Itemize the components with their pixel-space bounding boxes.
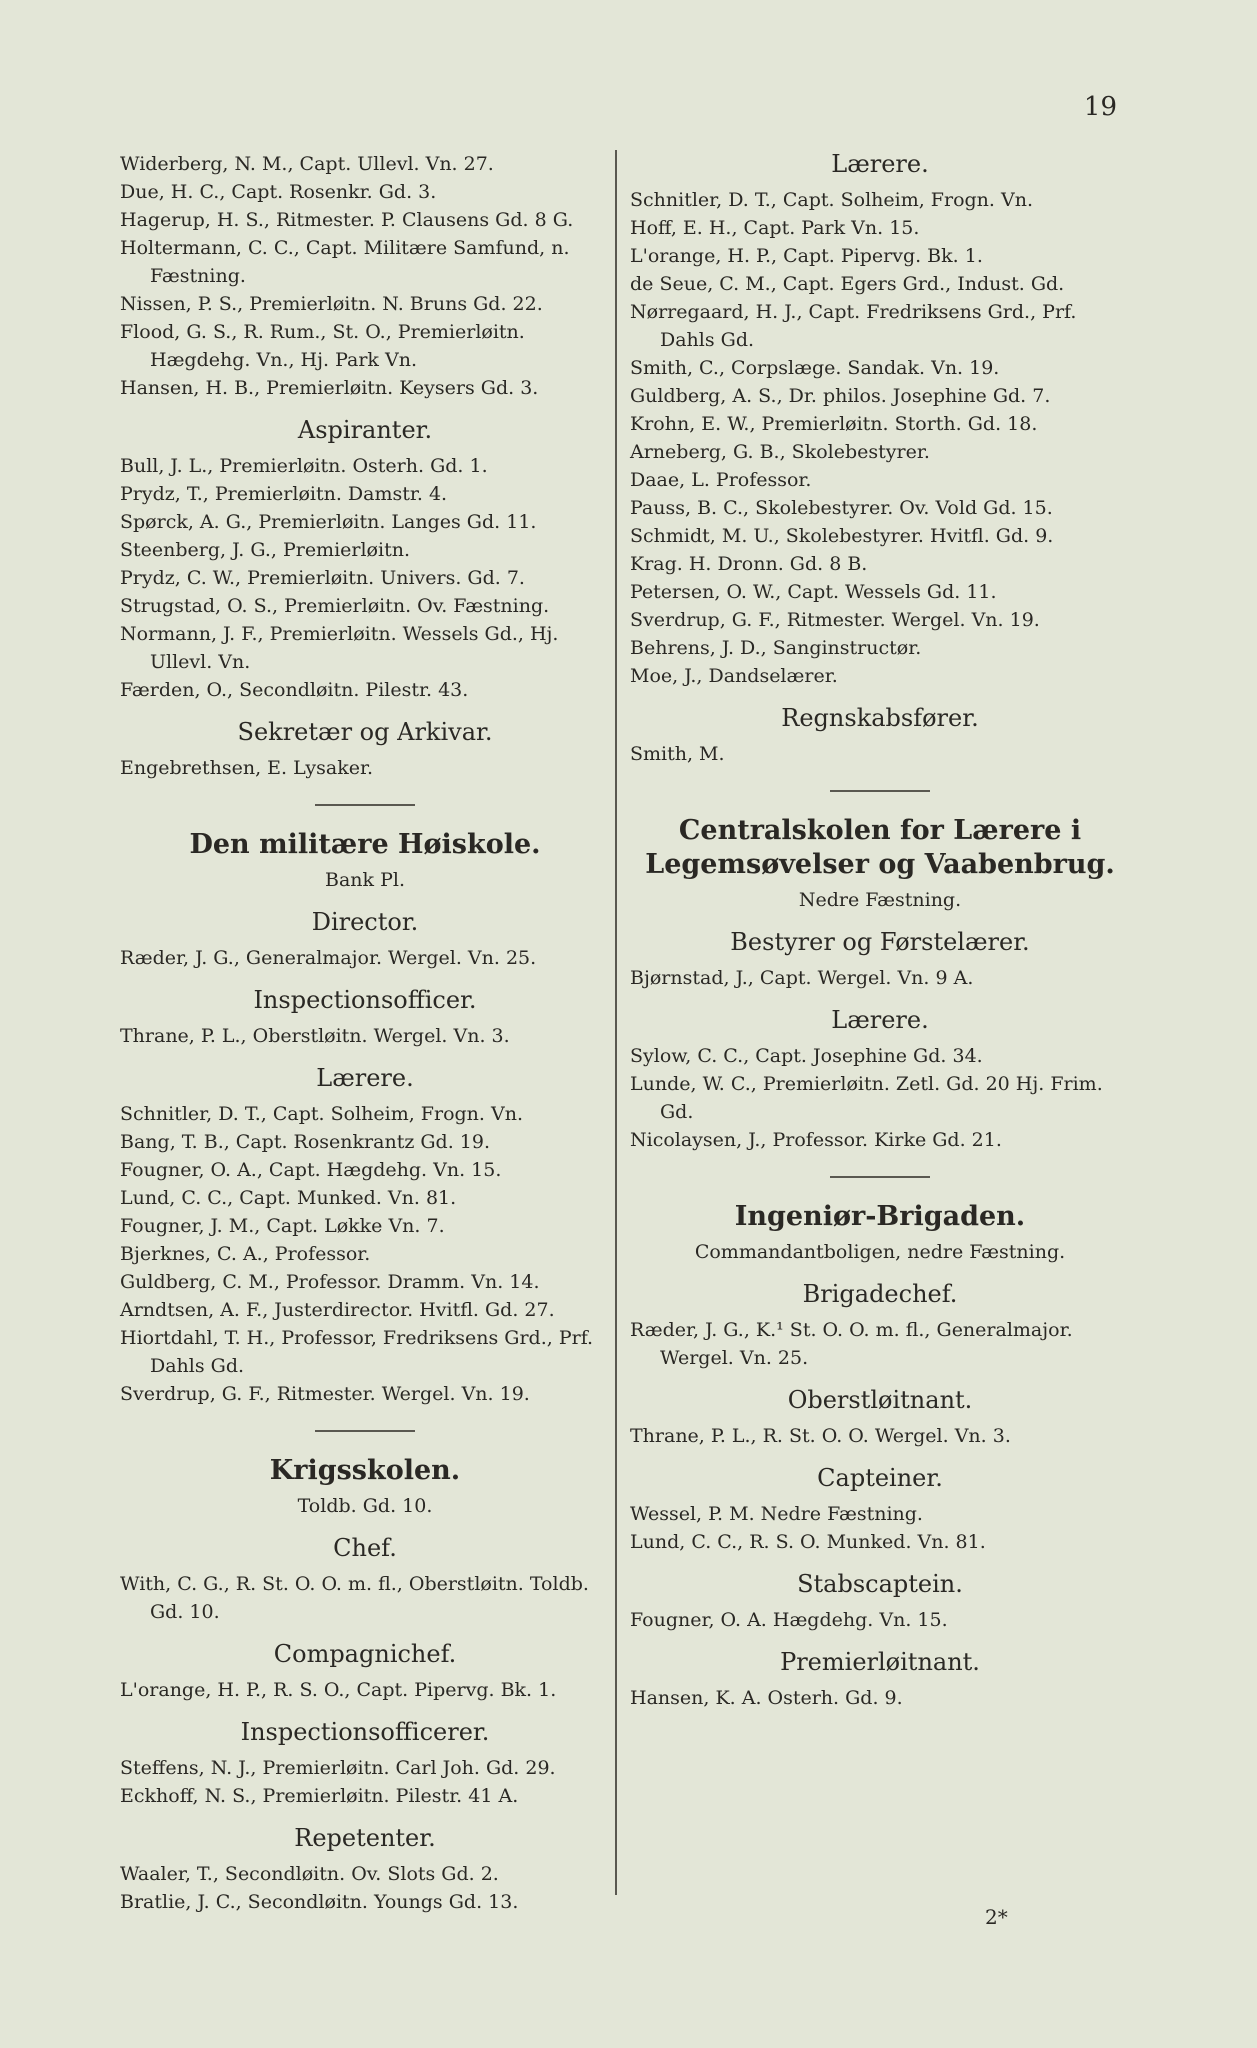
directory-entry: Arneberg, G. B., Skolebestyrer.: [630, 441, 930, 463]
heading-laerere: Lærere.: [316, 1064, 414, 1092]
directory-entry: Sverdrup, G. F., Ritmester. Wergel. Vn. 19.: [630, 609, 1040, 631]
entry-list: [120, 944, 610, 972]
entry-list: [120, 754, 610, 782]
directory-entry: Waaler, T., Secondløitn. Ov. Slots Gd. 2.: [120, 1863, 499, 1885]
entry-list: [120, 1022, 610, 1050]
entry-list: [120, 1860, 610, 1916]
directory-entry: Holtermann, C. C., Capt. Militære Samfund, n. Fæstning.: [120, 237, 570, 287]
directory-entry: Bjerknes, C. A., Professor.: [120, 1243, 371, 1265]
directory-entry: Guldberg, A. S., Dr. philos. Josephine Gd. 7.: [630, 385, 1051, 407]
directory-entry: Engebrethsen, E. Lysaker.: [120, 757, 374, 779]
directory-entry: Ræder, J. G., K.¹ St. O. O. m. fl., Generalmajor. Wergel. Vn. 25.: [630, 1319, 1073, 1369]
heading-inspectionsofficer: Inspectionsofficer.: [253, 986, 477, 1014]
location-krigsskolen: Toldb. Gd. 10.: [297, 1495, 433, 1517]
heading-laerere: Lærere.: [831, 150, 929, 178]
section-rule: [830, 790, 930, 792]
directory-entry: Behrens, J. D., Sanginstructør.: [630, 637, 922, 659]
directory-entry: Flood, G. S., R. Rum., St. O., Premierløitn. Hægdehg. Vn., Hj. Park Vn.: [120, 321, 525, 371]
entry-list: [630, 186, 1130, 690]
entry-list: [630, 1422, 1130, 1450]
directory-entry: Nørregaard, H. J., Capt. Fredriksens Grd., Prf. Dahls Gd.: [630, 301, 1077, 351]
directory-entry: Krohn, E. W., Premierløitn. Storth. Gd. 18.: [630, 413, 1038, 435]
directory-entry: Arndtsen, A. F., Justerdirector. Hvitfl. Gd. 27.: [120, 1299, 555, 1321]
directory-entry: Steenberg, J. G., Premierløitn.: [120, 539, 410, 561]
directory-entry: Eckhoff, N. S., Premierløitn. Pilestr. 41 A.: [120, 1785, 519, 1807]
heading-stabscaptein: Stabscaptein.: [797, 1570, 963, 1598]
entry-list: [630, 1606, 1130, 1634]
heading-capteiner: Capteiner.: [817, 1464, 943, 1492]
directory-entry: Lunde, W. C., Premierløitn. Zetl. Gd. 20 Hj. Frim. Gd.: [630, 1073, 1103, 1123]
directory-entry: Fougner, O. A. Hægdehg. Vn. 15.: [630, 1609, 948, 1631]
directory-entry: Hoff, E. H., Capt. Park Vn. 15.: [630, 217, 920, 239]
directory-entry: Strugstad, O. S., Premierløitn. Ov. Fæstning.: [120, 595, 550, 617]
directory-entry: Færden, O., Secondløitn. Pilestr. 43.: [120, 679, 469, 701]
entry-list: [120, 1100, 610, 1408]
entry-list: [120, 1570, 610, 1626]
location-centralskolen: Nedre Fæstning.: [798, 889, 962, 911]
directory-entry: Hagerup, H. S., Ritmester. P. Clausens Gd. 8 G.: [120, 209, 574, 231]
directory-entry: Normann, J. F., Premierløitn. Wessels Gd., Hj. Ullevl. Vn.: [120, 623, 559, 673]
directory-entry: Fougner, O. A., Capt. Hægdehg. Vn. 15.: [120, 1159, 502, 1181]
directory-entry: Bang, T. B., Capt. Rosenkrantz Gd. 19.: [120, 1131, 491, 1153]
directory-entry: Sverdrup, G. F., Ritmester. Wergel. Vn. 19.: [120, 1383, 530, 1405]
directory-entry: Smith, M.: [630, 743, 725, 765]
location-ingenior-brigaden: Commandantboligen, nedre Fæstning.: [694, 1241, 1066, 1263]
directory-entry: Widerberg, N. M., Capt. Ullevl. Vn. 27.: [120, 153, 494, 175]
directory-entry: Hansen, H. B., Premierløitn. Keysers Gd. 3.: [120, 377, 539, 399]
directory-entry: Thrane, P. L., R. St. O. O. Wergel. Vn. 3.: [630, 1425, 1011, 1447]
directory-entry: Prydz, T., Premierløitn. Damstr. 4.: [120, 483, 448, 505]
entry-list: [630, 964, 1130, 992]
directory-entry: With, C. G., R. St. O. O. m. fl., Oberstløitn. Toldb. Gd. 10.: [120, 1573, 589, 1623]
directory-entry: L'orange, H. P., Capt. Pipervg. Bk. 1.: [630, 245, 983, 267]
signature-mark: 2*: [985, 1905, 1008, 1929]
section-rule: [315, 804, 415, 806]
heading-sekretaer: Sekretær og Arkivar.: [237, 718, 493, 746]
directory-entry: Due, H. C., Capt. Rosenkr. Gd. 3.: [120, 181, 437, 203]
directory-entry: Schnitler, D. T., Capt. Solheim, Frogn. Vn.: [630, 189, 1033, 211]
location-hoiskole: Bank Pl.: [325, 869, 405, 891]
heading-director: Director.: [311, 908, 419, 936]
heading-bestyrer: Bestyrer og Førstelærer.: [730, 928, 1030, 956]
heading-inspectionsofficerer: Inspectionsofficerer.: [240, 1718, 490, 1746]
directory-entry: Bratlie, J. C., Secondløitn. Youngs Gd. 13.: [120, 1891, 519, 1913]
directory-entry: Bjørnstad, J., Capt. Wergel. Vn. 9 A.: [630, 967, 974, 989]
directory-entry: Lund, C. C., Capt. Munked. Vn. 81.: [120, 1187, 457, 1209]
directory-entry: Petersen, O. W., Capt. Wessels Gd. 11.: [630, 581, 997, 603]
heading-aspiranter: Aspiranter.: [297, 416, 433, 444]
directory-entry: Prydz, C. W., Premierløitn. Univers. Gd. 7.: [120, 567, 525, 589]
heading-laerere: Lærere.: [831, 1006, 929, 1034]
heading-regnskabsforer: Regnskabsfører.: [781, 704, 979, 732]
title-hoiskole: Den militære Høiskole.: [189, 829, 541, 860]
heading-chef: Chef.: [333, 1534, 397, 1562]
directory-entry: Hansen, K. A. Osterh. Gd. 9.: [630, 1687, 903, 1709]
directory-entry: Spørck, A. G., Premierløitn. Langes Gd. 11.: [120, 511, 537, 533]
section-rule: [830, 1176, 930, 1178]
section-rule: [315, 1430, 415, 1432]
directory-entry: Bull, J. L., Premierløitn. Osterh. Gd. 1.: [120, 455, 488, 477]
title-ingenior-brigaden: Ingeniør-Brigaden.: [734, 1201, 1026, 1232]
entry-list: [120, 1754, 610, 1810]
directory-entry: Schnitler, D. T., Capt. Solheim, Frogn. Vn.: [120, 1103, 523, 1125]
entry-list: [630, 1500, 1130, 1556]
heading-brigadechef: Brigadechef.: [802, 1280, 958, 1308]
directory-entry: Ræder, J. G., Generalmajor. Wergel. Vn. 25.: [120, 947, 537, 969]
page-number: 19: [1083, 92, 1117, 122]
directory-entry: Moe, J., Dandselærer.: [630, 665, 838, 687]
entry-list: [630, 1316, 1130, 1372]
entry-list: [120, 150, 610, 402]
entry-list: [120, 1676, 610, 1704]
directory-entry: Fougner, J. M., Capt. Løkke Vn. 7.: [120, 1215, 445, 1237]
title-krigsskolen: Krigsskolen.: [269, 1455, 461, 1486]
heading-oberstloitnant: Oberstløitnant.: [787, 1386, 973, 1414]
directory-entry: Wessel, P. M. Nedre Fæstning.: [630, 1503, 923, 1525]
directory-entry: L'orange, H. P., R. S. O., Capt. Pipervg. Bk. 1.: [120, 1679, 557, 1701]
directory-entry: Nissen, P. S., Premierløitn. N. Bruns Gd. 22.: [120, 293, 543, 315]
entry-list: [120, 452, 610, 704]
entry-list: [630, 1042, 1130, 1154]
directory-entry: Daae, L. Professor.: [630, 469, 812, 491]
entry-list: [630, 740, 1130, 768]
left-column: [120, 150, 610, 1916]
right-column: [630, 150, 1130, 1712]
heading-premierloitnant: Premierløitnant.: [780, 1648, 980, 1676]
directory-entry: Schmidt, M. U., Skolebestyrer. Hvitfl. Gd. 9.: [630, 525, 1054, 547]
directory-entry: Krag. H. Dronn. Gd. 8 B.: [630, 553, 868, 575]
title-centralskolen: Centralskolen for Lærere i Legemsøvelser og Vaabenbrug.: [645, 815, 1115, 880]
directory-entry: Guldberg, C. M., Professor. Dramm. Vn. 14.: [120, 1271, 540, 1293]
directory-entry: Hiortdahl, T. H., Professor, Fredriksens Grd., Prf. Dahls Gd.: [120, 1327, 594, 1377]
directory-entry: de Seue, C. M., Capt. Egers Grd., Indust. Gd.: [630, 273, 1065, 295]
directory-entry: Lund, C. C., R. S. O. Munked. Vn. 81.: [630, 1531, 986, 1553]
column-divider: [615, 150, 617, 1895]
entry-list: [630, 1684, 1130, 1712]
directory-entry: Smith, C., Corpslæge. Sandak. Vn. 19.: [630, 357, 1000, 379]
directory-entry: Steffens, N. J., Premierløitn. Carl Joh. Gd. 29.: [120, 1757, 556, 1779]
heading-repetenter: Repetenter.: [294, 1824, 436, 1852]
heading-compagnichef: Compagnichef.: [273, 1640, 457, 1668]
directory-entry: Sylow, C. C., Capt. Josephine Gd. 34.: [630, 1045, 983, 1067]
directory-entry: Thrane, P. L., Oberstløitn. Wergel. Vn. 3.: [120, 1025, 510, 1047]
directory-entry: Nicolaysen, J., Professor. Kirke Gd. 21.: [630, 1129, 1002, 1151]
directory-entry: Pauss, B. C., Skolebestyrer. Ov. Vold Gd. 15.: [630, 497, 1053, 519]
